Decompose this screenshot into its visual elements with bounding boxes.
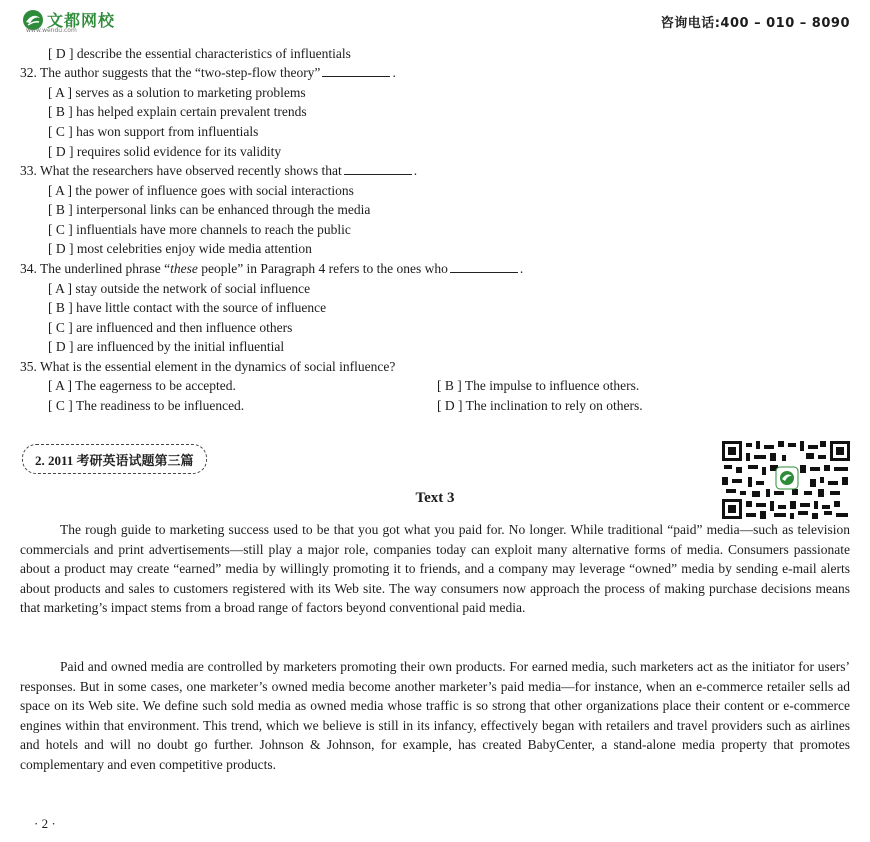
answer-blank (344, 162, 412, 175)
q34-stem-mid: people” in Paragraph 4 refers to the ones who (197, 261, 448, 276)
q34-stem (20, 260, 523, 278)
q35-option-c: [ C ] The readiness to be influenced. (48, 398, 245, 413)
q34-underlined-phrase: these (170, 261, 198, 276)
q33-stem-end: . (413, 163, 418, 178)
q32-option-a: [ A ] serves as a solution to marketing problems (48, 85, 306, 100)
q32-stem (20, 64, 396, 82)
q34-option-a: [ A ] stay outside the network of social influence (48, 281, 311, 296)
q33-stem-text: 33. What the researchers have observed recently shows that (20, 163, 342, 178)
q32-option-c: [ C ] has won support from influentials (48, 124, 259, 139)
q34-stem-end: . (519, 261, 524, 276)
q32-option-d: [ D ] requires solid evidence for its validity (48, 144, 282, 159)
page-number: · 2 · (34, 816, 56, 831)
q35-option-b: [ B ] The impulse to influence others. (437, 378, 640, 393)
q35-option-a: [ A ] The eagerness to be accepted. (48, 378, 236, 393)
q33-option-d: [ D ] most celebrities enjoy wide media attention (48, 241, 312, 256)
q34-stem-text: 34. The underlined phrase “ (20, 261, 171, 276)
passage-title: Text 3 (415, 490, 455, 506)
q33-stem (20, 162, 417, 180)
page-header (0, 0, 870, 40)
hotline-number: 咨询电话:400 – 010 – 8090 (660, 16, 850, 31)
qr-code-icon[interactable] (722, 441, 850, 519)
q32-option-b: [ B ] has helped explain certain prevalent trends (48, 104, 307, 119)
q33-option-b: [ B ] interpersonal links can be enhanced through the media (48, 202, 371, 217)
q33-option-c: [ C ] influentials have more channels to reach the public (48, 222, 351, 237)
passage-paragraph-1: The rough guide to marketing success used to be that you got what you paid for. No longer. While traditional “paid” media—such as television commercials and print advertisements—still play a major role, companies today can exploit many alternative forms of media. Consumers passionate about a product may create “earned” media by willingly promoting it to friends, and a company may leverage “owned” media by sending e-mail alerts about products and sales to customers registered with its Web site. The way consumers now approach the process of making purchase decisions means that marketing’s impact stems from a broad range of factors beyond conventional paid media. (20, 522, 850, 616)
q31-option-d: [ D ] describe the essential characteristics of influentials (48, 46, 351, 61)
logo-text: 文都网校 (47, 11, 116, 30)
q34-option-c: [ C ] are influenced and then influence others (48, 320, 293, 335)
q35-option-d: [ D ] The inclination to rely on others. (437, 398, 643, 413)
passage-paragraph-2: Paid and owned media are controlled by marketers promoting their own products. For earned media, such marketers act as the initiator for users’ responses. But in some cases, one marketer’s owned media become another marketer’s paid media—for instance, when an e-commerce retailer sells ad space on its Web site. We define such sold media as owned media whose traffic is so strong that other organizations place their content or e-commerce engines within that environment. This trend, which we believe is still in its infancy, effectively began with retailers and travel providers such as airlines and hotels and will no doubt go further. Johnson & Johnson, for example, has created BabyCenter, a stand-alone media property that promotes complementary and even competitive products. (20, 659, 850, 772)
q32-stem-text: 32. The author suggests that the “two-step-flow theory” (20, 65, 321, 80)
answer-blank (322, 64, 390, 77)
q32-stem-end: . (392, 65, 396, 80)
logo-subtext: www.wendu.com (26, 27, 77, 34)
q34-option-d: [ D ] are influenced by the initial influential (48, 339, 285, 354)
section-label: 2. 2011 考研英语试题第三篇 (22, 444, 207, 474)
answer-blank (450, 260, 518, 273)
q34-option-b: [ B ] have little contact with the source of influence (48, 300, 327, 315)
q33-option-a: [ A ] the power of influence goes with social interactions (48, 183, 354, 198)
q35-stem: 35. What is the essential element in the dynamics of social influence? (20, 359, 396, 374)
